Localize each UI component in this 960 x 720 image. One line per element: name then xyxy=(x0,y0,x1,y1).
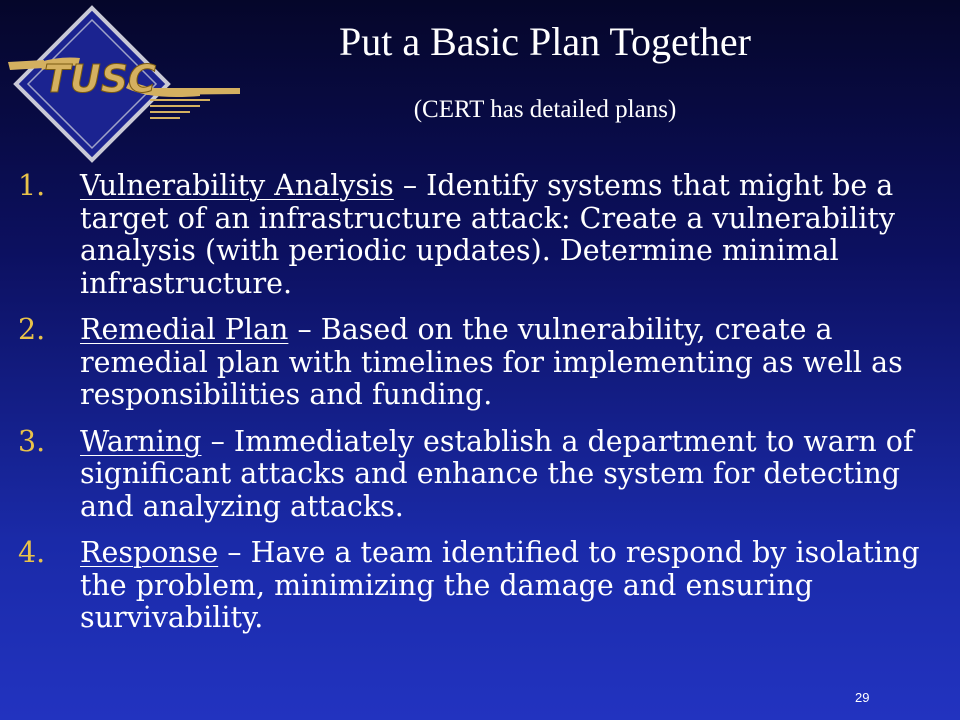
item-text: – Identify systems that might be a target of an infrastructure attack: Create a vulnerability analysis (with periodic updates). Determine minimal infrastructure. xyxy=(80,169,895,300)
list-item xyxy=(18,426,948,524)
slide-title: Put a Basic Plan Together xyxy=(339,19,751,64)
item-term: Warning xyxy=(80,424,202,458)
slide-subtitle: (CERT has detailed plans) xyxy=(413,96,677,123)
item-term: Response xyxy=(80,536,219,569)
item-number: 4. xyxy=(18,536,46,569)
item-term: Remedial Plan xyxy=(80,313,289,346)
item-number: 3. xyxy=(18,424,46,458)
item-text: – Have a team identified to respond by isolating the problem, minimizing the damage and ensuring survivability. xyxy=(80,536,920,634)
logo-wordmark: TUSC xyxy=(43,57,157,101)
list-item xyxy=(18,314,948,412)
list-item xyxy=(18,170,948,300)
list-item xyxy=(18,537,948,635)
item-number: 2. xyxy=(18,313,46,346)
page-number: 29 xyxy=(855,690,870,705)
item-term: Vulnerability Analysis xyxy=(80,169,394,202)
item-number: 1. xyxy=(18,169,46,202)
item-text: – Based on the vulnerability, create a remedial plan with timelines for implementing as well as responsibilities and funding. xyxy=(80,313,903,411)
plan-steps-list xyxy=(18,170,948,649)
item-text: – Immediately establish a department to warn of significant attacks and enhance the system for detecting and analyzing attacks. xyxy=(80,424,914,523)
